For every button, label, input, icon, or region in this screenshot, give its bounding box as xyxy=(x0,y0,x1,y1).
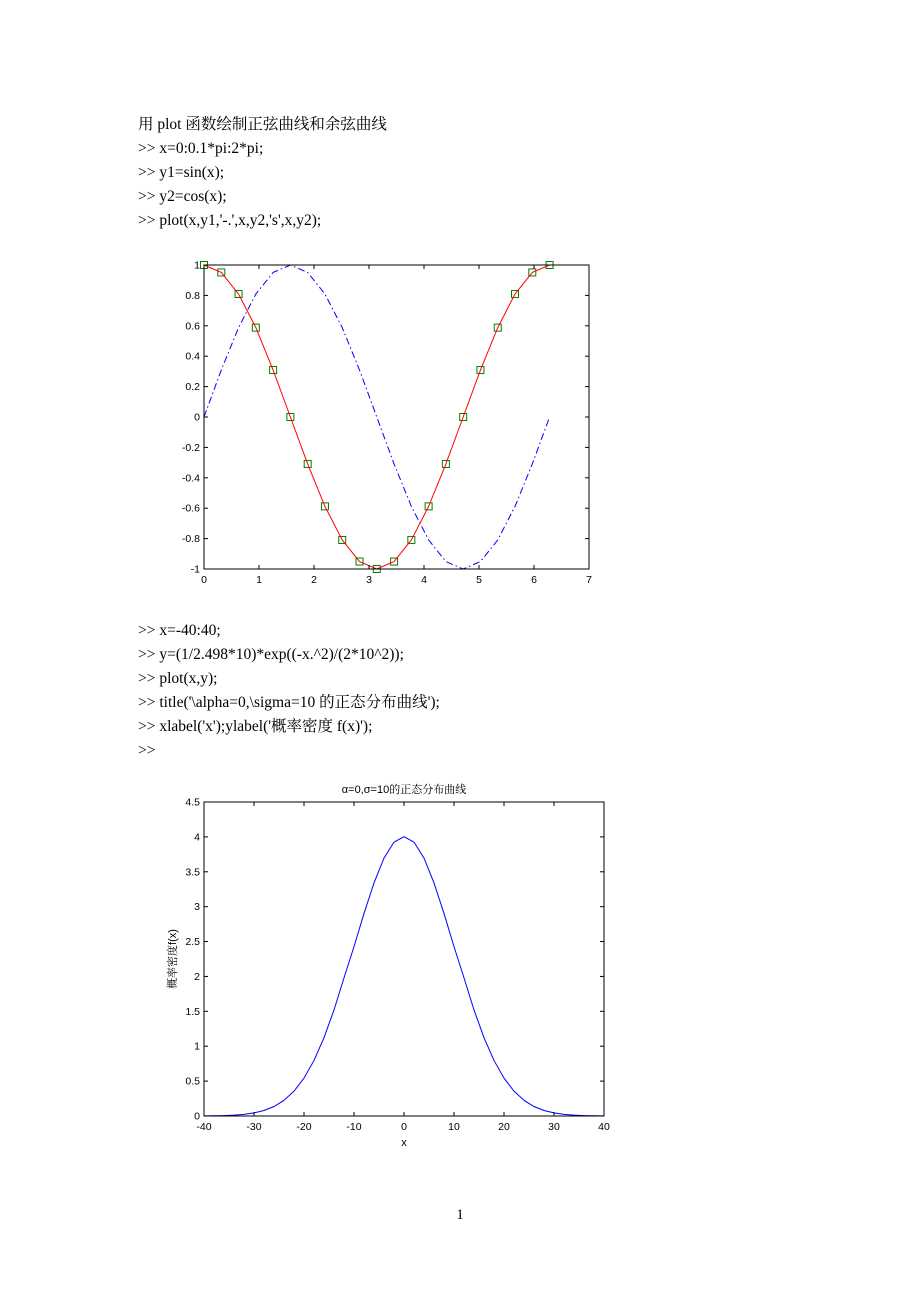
x-tick-label: 10 xyxy=(448,1121,460,1133)
x-tick-label: 2 xyxy=(311,574,317,586)
y-tick-label: 0.4 xyxy=(185,350,200,363)
page-number: 1 xyxy=(456,1207,464,1223)
normal-distribution-figure xyxy=(160,776,640,1161)
x-tick-label: -20 xyxy=(296,1121,312,1133)
code-line: >> xlabel('x');ylabel('概率密度 f(x)'); xyxy=(138,718,373,735)
x-tick-label: 0 xyxy=(401,1121,407,1133)
code-line: >> y2=cos(x); xyxy=(138,188,227,205)
y-tick-label: 1.5 xyxy=(185,1005,200,1018)
normal-distribution-chart xyxy=(160,776,640,1156)
caption-line: 用 plot 函数绘制正弦曲线和余弦曲线 xyxy=(138,116,387,133)
code-line: >> y=(1/2.498*10)*exp((-x.^2)/(2*10^2)); xyxy=(138,646,404,663)
x-tick-label: 7 xyxy=(586,574,592,586)
chart-title: α=0,σ=10的正态分布曲线 xyxy=(341,784,467,796)
y-tick-label: 0.5 xyxy=(185,1075,200,1088)
y-tick-label: 2 xyxy=(194,970,200,983)
y-tick-label: -0.8 xyxy=(181,533,200,546)
y-tick-label: -0.2 xyxy=(181,441,200,454)
code-block-1 xyxy=(138,113,387,233)
y-tick-label: 2.5 xyxy=(185,936,200,949)
y-tick-label: -0.4 xyxy=(181,472,200,485)
y-tick-label: 1 xyxy=(194,1040,200,1053)
x-tick-label: -40 xyxy=(196,1121,212,1133)
x-axis-label: x xyxy=(401,1137,407,1149)
x-tick-label: 1 xyxy=(256,574,262,586)
x-tick-label: 3 xyxy=(366,574,372,586)
y-tick-label: 4.5 xyxy=(185,796,200,809)
y-tick-label: -0.6 xyxy=(181,502,200,515)
x-tick-label: 20 xyxy=(498,1121,510,1133)
x-tick-label: 30 xyxy=(548,1121,560,1133)
code-line: >> plot(x,y1,'-.',x,y2,'s',x,y2); xyxy=(138,212,322,229)
y-tick-label: 1 xyxy=(194,259,200,272)
x-tick-label: -30 xyxy=(246,1121,262,1133)
x-tick-label: 5 xyxy=(476,574,482,586)
y-tick-label: 0.2 xyxy=(185,381,200,394)
x-tick-label: -10 xyxy=(346,1121,362,1133)
code-line: >> x=0:0.1*pi:2*pi; xyxy=(138,140,264,157)
y-tick-label: 0.8 xyxy=(185,289,200,302)
code-line: >> x=-40:40; xyxy=(138,622,221,639)
y-tick-label: 4 xyxy=(194,831,200,844)
code-line: >> xyxy=(138,742,156,759)
sine-cosine-chart xyxy=(160,250,620,590)
code-line: >> plot(x,y); xyxy=(138,670,218,687)
plot-area xyxy=(204,802,604,1116)
y-tick-label: 0.6 xyxy=(185,320,200,333)
y-tick-label: -1 xyxy=(190,563,200,576)
y-tick-label: 0 xyxy=(194,1110,200,1123)
code-line: >> y1=sin(x); xyxy=(138,164,225,181)
y-tick-label: 3 xyxy=(194,901,200,914)
plot-area xyxy=(204,265,589,569)
x-tick-label: 0 xyxy=(201,574,207,586)
y-tick-label: 3.5 xyxy=(185,866,200,879)
y-tick-label: 0 xyxy=(194,411,200,424)
sine-cosine-figure xyxy=(160,250,620,595)
code-block-2 xyxy=(138,619,440,763)
x-tick-label: 6 xyxy=(531,574,537,586)
x-tick-label: 40 xyxy=(598,1121,610,1133)
y-axis-label: 概率密度f(x) xyxy=(167,929,179,989)
code-line: >> title('\alpha=0,\sigma=10 的正态分布曲线'); xyxy=(138,694,440,711)
x-tick-label: 4 xyxy=(421,574,427,586)
